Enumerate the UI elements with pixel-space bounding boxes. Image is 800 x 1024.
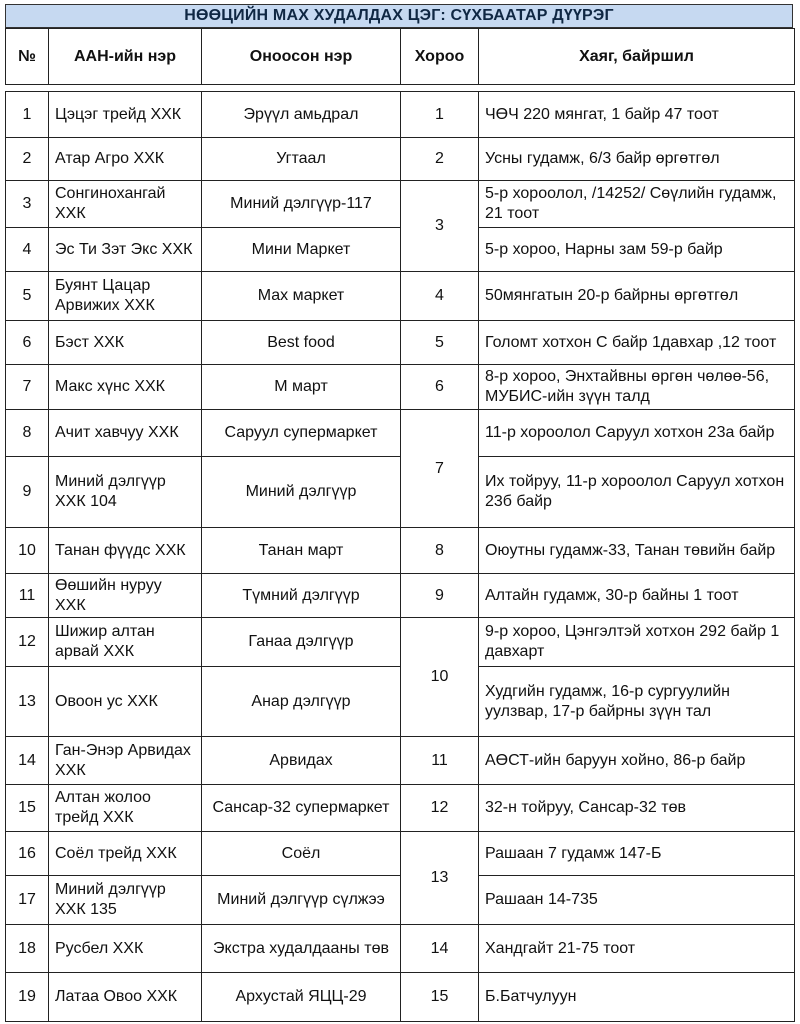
address: Алтайн гудамж, 30-р байны 1 тоот bbox=[479, 574, 795, 618]
company-name: Сонгинохангай ХХК bbox=[49, 181, 202, 228]
row-number: 19 bbox=[6, 973, 49, 1022]
table-row bbox=[6, 876, 795, 925]
row-number: 3 bbox=[6, 181, 49, 228]
brand-name: Мах маркет bbox=[202, 272, 401, 321]
address: 8-р хороо, Энхтайвны өргөн чөлөө-56, МУБИС-ийн зүүн талд bbox=[479, 365, 795, 410]
brand-name: Эрүүл амьдрал bbox=[202, 92, 401, 138]
brand-name: Түмний дэлгүүр bbox=[202, 574, 401, 618]
brand-name: Ганаа дэлгүүр bbox=[202, 618, 401, 667]
address: 5-р хороо, Нарны зам 59-р байр bbox=[479, 228, 795, 272]
brand-name: М март bbox=[202, 365, 401, 410]
table-row bbox=[6, 618, 795, 667]
header-company: ААН-ийн нэр bbox=[49, 29, 202, 85]
row-number: 10 bbox=[6, 528, 49, 574]
brand-name: Саруул супермаркет bbox=[202, 410, 401, 457]
table-row bbox=[6, 321, 795, 365]
khoroo-number: 5 bbox=[401, 321, 479, 365]
address: 32-н тойруу, Сансар-32 төв bbox=[479, 785, 795, 832]
khoroo-number: 8 bbox=[401, 528, 479, 574]
brand-name: Экстра худалдааны төв bbox=[202, 925, 401, 973]
address: 9-р хороо, Цэнгэлтэй хотхон 292 байр 1 давхарт bbox=[479, 618, 795, 667]
header-number: № bbox=[6, 29, 49, 85]
address: Б.Батчулуун bbox=[479, 973, 795, 1022]
row-number: 17 bbox=[6, 876, 49, 925]
row-number: 14 bbox=[6, 737, 49, 785]
address: Хандгайт 21-75 тоот bbox=[479, 925, 795, 973]
brand-name: Миний дэлгүүр-117 bbox=[202, 181, 401, 228]
company-name: Миний дэлгүүр ХХК 104 bbox=[49, 457, 202, 528]
company-name: Латаа Овоо ХХК bbox=[49, 973, 202, 1022]
table-row bbox=[6, 181, 795, 228]
header-khoroo: Хороо bbox=[401, 29, 479, 85]
brand-name: Best food bbox=[202, 321, 401, 365]
table-row bbox=[6, 832, 795, 876]
company-name: Бэст ХХК bbox=[49, 321, 202, 365]
brand-name: Угтаал bbox=[202, 138, 401, 181]
company-name: Өөшийн нуруу ХХК bbox=[49, 574, 202, 618]
khoroo-number: 2 bbox=[401, 138, 479, 181]
brand-name: Архустай ЯЦЦ-29 bbox=[202, 973, 401, 1022]
row-number: 16 bbox=[6, 832, 49, 876]
company-name: Соёл трейд ХХК bbox=[49, 832, 202, 876]
khoroo-number: 10 bbox=[401, 618, 479, 737]
table-row bbox=[6, 574, 795, 618]
table-header-row bbox=[6, 29, 795, 85]
company-name: Ган-Энэр Арвидах ХХК bbox=[49, 737, 202, 785]
header-address: Хаяг, байршил bbox=[479, 29, 795, 85]
company-name: Миний дэлгүүр ХХК 135 bbox=[49, 876, 202, 925]
address: Их тойруу, 11-р хороолол Саруул хотхон 23б байр bbox=[479, 457, 795, 528]
brand-name: Миний дэлгүүр bbox=[202, 457, 401, 528]
brand-name: Анар дэлгүүр bbox=[202, 667, 401, 737]
address: АӨСТ-ийн баруун хойно, 86-р байр bbox=[479, 737, 795, 785]
row-number: 7 bbox=[6, 365, 49, 410]
company-name: Макс хүнс ХХК bbox=[49, 365, 202, 410]
table-row bbox=[6, 925, 795, 973]
company-name: Атар Агро ХХК bbox=[49, 138, 202, 181]
address: 5-р хороолол, /14252/ Сөүлийн гудамж, 21 тоот bbox=[479, 181, 795, 228]
address: Рашаан 7 гудамж 147-Б bbox=[479, 832, 795, 876]
company-name: Овоон ус ХХК bbox=[49, 667, 202, 737]
company-name: Буянт Цацар Арвижих ХХК bbox=[49, 272, 202, 321]
brand-name: Сансар-32 супермаркет bbox=[202, 785, 401, 832]
khoroo-number: 15 bbox=[401, 973, 479, 1022]
header-gap bbox=[6, 85, 795, 92]
row-number: 13 bbox=[6, 667, 49, 737]
row-number: 9 bbox=[6, 457, 49, 528]
khoroo-number: 7 bbox=[401, 410, 479, 528]
row-number: 6 bbox=[6, 321, 49, 365]
company-name: Русбел ХХК bbox=[49, 925, 202, 973]
table-row bbox=[6, 365, 795, 410]
page-title: НӨӨЦИЙН МАХ ХУДАЛДАХ ЦЭГ: СҮХБААТАР ДҮҮРЭГ bbox=[5, 4, 793, 28]
company-name: Эс Ти Зэт Экс ХХК bbox=[49, 228, 202, 272]
table-row bbox=[6, 667, 795, 737]
row-number: 4 bbox=[6, 228, 49, 272]
khoroo-number: 14 bbox=[401, 925, 479, 973]
row-number: 1 bbox=[6, 92, 49, 138]
brand-name: Арвидах bbox=[202, 737, 401, 785]
brand-name: Миний дэлгүүр сүлжээ bbox=[202, 876, 401, 925]
table-row bbox=[6, 138, 795, 181]
khoroo-number: 12 bbox=[401, 785, 479, 832]
company-name: Цэцэг трейд ХХК bbox=[49, 92, 202, 138]
khoroo-number: 9 bbox=[401, 574, 479, 618]
row-number: 8 bbox=[6, 410, 49, 457]
khoroo-number: 6 bbox=[401, 365, 479, 410]
khoroo-number: 3 bbox=[401, 181, 479, 272]
table-row bbox=[6, 228, 795, 272]
company-name: Шижир алтан арвай ХХК bbox=[49, 618, 202, 667]
address: Рашаан 14-735 bbox=[479, 876, 795, 925]
address: 11-р хороолол Саруул хотхон 23а байр bbox=[479, 410, 795, 457]
table-row bbox=[6, 410, 795, 457]
khoroo-number: 4 bbox=[401, 272, 479, 321]
address: Худгийн гудамж, 16-р сургуулийн уулзвар, 17-р байрны зүүн тал bbox=[479, 667, 795, 737]
table-row bbox=[6, 973, 795, 1022]
brand-name: Танан март bbox=[202, 528, 401, 574]
address: ЧӨЧ 220 мянгат, 1 байр 47 тоот bbox=[479, 92, 795, 138]
address: 50мянгатын 20-р байрны өргөтгөл bbox=[479, 272, 795, 321]
header-brand: Оноосон нэр bbox=[202, 29, 401, 85]
shops-table bbox=[5, 28, 795, 1022]
khoroo-number: 13 bbox=[401, 832, 479, 925]
brand-name: Соёл bbox=[202, 832, 401, 876]
address: Усны гудамж, 6/3 байр өргөтгөл bbox=[479, 138, 795, 181]
row-number: 15 bbox=[6, 785, 49, 832]
row-number: 18 bbox=[6, 925, 49, 973]
table-row bbox=[6, 785, 795, 832]
address: Голомт хотхон С байр 1давхар ,12 тоот bbox=[479, 321, 795, 365]
table-row bbox=[6, 528, 795, 574]
khoroo-number: 11 bbox=[401, 737, 479, 785]
khoroo-number: 1 bbox=[401, 92, 479, 138]
table-row bbox=[6, 92, 795, 138]
brand-name: Мини Маркет bbox=[202, 228, 401, 272]
company-name: Танан фүүдс ХХК bbox=[49, 528, 202, 574]
company-name: Алтан жолоо трейд ХХК bbox=[49, 785, 202, 832]
address: Оюутны гудамж-33, Танан төвийн байр bbox=[479, 528, 795, 574]
row-number: 5 bbox=[6, 272, 49, 321]
row-number: 2 bbox=[6, 138, 49, 181]
table-row bbox=[6, 737, 795, 785]
table-row bbox=[6, 457, 795, 528]
company-name: Ачит хавчуу ХХК bbox=[49, 410, 202, 457]
table-row bbox=[6, 272, 795, 321]
row-number: 12 bbox=[6, 618, 49, 667]
row-number: 11 bbox=[6, 574, 49, 618]
